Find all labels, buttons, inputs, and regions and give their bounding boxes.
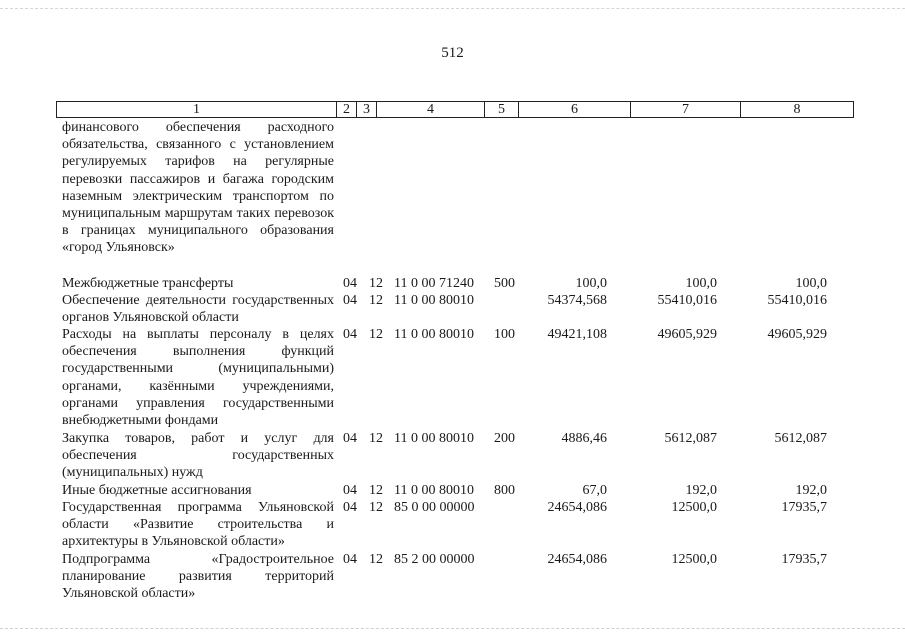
cell-value-col6: 100,0	[575, 276, 607, 291]
row-description: Закупка товаров, работ и услуг для обеспечения государственных (муниципальных) нужд	[62, 431, 334, 481]
cell-rz: 04	[343, 276, 357, 291]
cell-csr: 11 0 00 80010	[394, 327, 474, 342]
cell-rz: 04	[343, 483, 357, 498]
cell-value-col8: 100,0	[795, 276, 827, 291]
cell-pr: 12	[369, 552, 383, 567]
cell-pr: 12	[369, 276, 383, 291]
cell-value-col6: 4886,46	[561, 431, 607, 446]
row-description: финансового обеспечения расходного обязательства, связанного с установлением регулируемых тарифов на регулярные перевозки пассажиров и багажа городским наземным электрическим транспортом по муниципальным маршрутам таких перевозок в границах муниципального образования «город Ульяновск»	[62, 120, 334, 256]
cell-csr: 11 0 00 80010	[394, 431, 474, 446]
cell-value-col7: 192,0	[685, 483, 717, 498]
cell-value-col7: 12500,0	[671, 500, 717, 515]
cell-value-col8: 55410,016	[767, 293, 827, 308]
row-description: Расходы на выплаты персоналу в целях обеспечения выполнения функций государственными (муниципальными) органами, казёнными учреждениями, органами управления государственными внебюджетными фондами	[62, 327, 334, 429]
header-col-3: 3	[357, 102, 377, 117]
cell-rz: 04	[343, 327, 357, 342]
table-header	[56, 101, 854, 118]
cell-value-col6: 67,0	[582, 483, 607, 498]
cell-value-col8: 192,0	[795, 483, 827, 498]
row-description: Государственная программа Ульяновской области «Развитие строительства и архитектуры в Ульяновской области»	[62, 500, 334, 550]
header-col-1: 1	[57, 102, 337, 117]
cell-value-col6: 24654,086	[547, 552, 607, 567]
cell-vr: 100	[494, 327, 515, 342]
cell-value-col7: 55410,016	[657, 293, 717, 308]
cell-csr: 11 0 00 80010	[394, 483, 474, 498]
cell-value-col7: 5612,087	[664, 431, 717, 446]
cell-vr: 800	[494, 483, 515, 498]
cell-pr: 12	[369, 500, 383, 515]
cell-pr: 12	[369, 483, 383, 498]
cell-pr: 12	[369, 431, 383, 446]
scan-artifact-top	[0, 8, 905, 9]
cell-value-col8: 17935,7	[781, 500, 827, 515]
header-col-4: 4	[377, 102, 485, 117]
cell-value-col7: 100,0	[685, 276, 717, 291]
cell-csr: 11 0 00 80010	[394, 293, 474, 308]
row-description: Межбюджетные трансферты	[62, 276, 234, 291]
header-col-2: 2	[337, 102, 357, 117]
cell-csr: 85 2 00 00000	[394, 552, 475, 567]
cell-value-col6: 54374,568	[547, 293, 607, 308]
cell-value-col8: 49605,929	[767, 327, 827, 342]
cell-value-col7: 12500,0	[671, 552, 717, 567]
cell-rz: 04	[343, 552, 357, 567]
row-description: Иные бюджетные ассигнования	[62, 483, 252, 498]
header-col-6: 6	[519, 102, 631, 117]
cell-value-col6: 24654,086	[547, 500, 607, 515]
cell-pr: 12	[369, 293, 383, 308]
cell-value-col8: 5612,087	[774, 431, 827, 446]
page-number: 512	[441, 45, 464, 61]
cell-rz: 04	[343, 431, 357, 446]
header-col-7: 7	[631, 102, 741, 117]
cell-csr: 85 0 00 00000	[394, 500, 475, 515]
row-description: Подпрограмма «Градостроительное планирование развития территорий Ульяновской области»	[62, 552, 334, 602]
cell-pr: 12	[369, 327, 383, 342]
cell-vr: 500	[494, 276, 515, 291]
header-col-5: 5	[485, 102, 519, 117]
scan-artifact-bottom	[0, 628, 905, 629]
cell-value-col6: 49421,108	[547, 327, 607, 342]
cell-rz: 04	[343, 500, 357, 515]
cell-value-col7: 49605,929	[657, 327, 717, 342]
cell-csr: 11 0 00 71240	[394, 276, 474, 291]
cell-vr: 200	[494, 431, 515, 446]
cell-rz: 04	[343, 293, 357, 308]
cell-value-col8: 17935,7	[781, 552, 827, 567]
header-col-8: 8	[793, 102, 801, 117]
row-description: Обеспечение деятельности государственных органов Ульяновской области	[62, 293, 334, 326]
